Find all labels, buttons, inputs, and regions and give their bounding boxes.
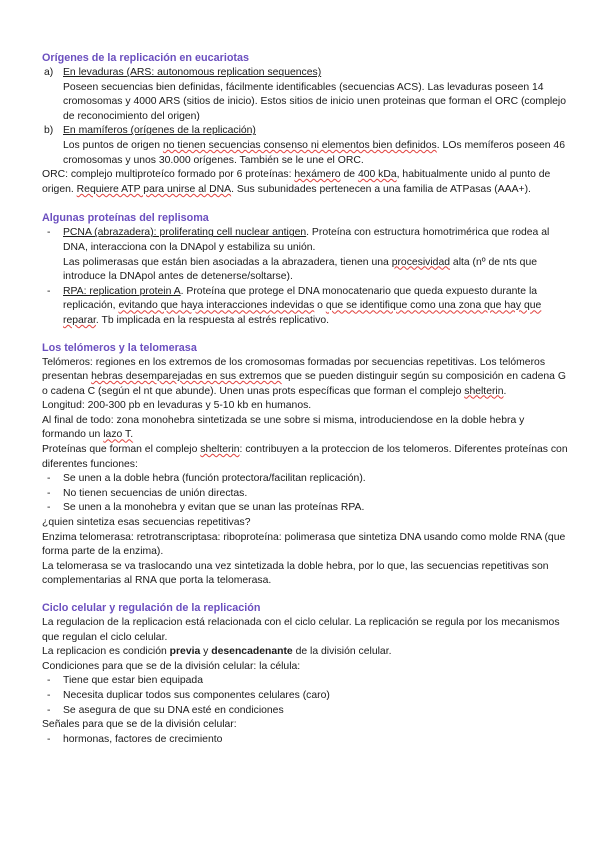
highlight-text: no tienen secuencias consenso ni elementos bien definidos: [162, 139, 437, 151]
text-run: . Tb implicada en la respuesta al estrés replicativo.: [95, 314, 330, 326]
text-run: Los puntos de origen: [63, 139, 163, 151]
section-telomeros: [42, 341, 570, 590]
paragraph: [42, 356, 570, 400]
paragraph: Condiciones para que se de la división celular: la célula:: [42, 660, 301, 672]
item-heading: RPA: replication protein A: [63, 285, 181, 297]
text-run: . Sus subunidades pertenecen a una familia de ATPasas (AAA+).: [231, 183, 531, 195]
item-body: Poseen secuencias bien definidas, fácilmente identificables (secuencias ACS). Las levaduras poseen 14 cromosomas y 4000 ARS (sitios de inicio). Estos sitios de inicio unen proteinas que forman el ORC (complejo de reconocimiento del origen): [63, 81, 567, 122]
text-run: y: [200, 646, 212, 658]
list-item: - Se asegura de que su DNA esté en condiciones: [42, 704, 570, 719]
list-marker: b): [44, 125, 54, 137]
section-title: Ciclo celular y regulación de la replicación: [42, 602, 261, 614]
list-item-pcna: [42, 226, 570, 284]
highlight-text: que se identifique como una zona que hay que reparar: [63, 300, 542, 326]
text-run: . Proteína con estructura homotrimérica que rodea al DNA, interacciona con la DNApol y estabiliza su unión.: [63, 227, 550, 253]
list-item: - Tiene que estar bien equipada: [42, 674, 570, 689]
highlight-text: hexámero: [294, 169, 341, 181]
text-run: , habitualmente unido al punto de origen.: [42, 169, 551, 195]
text-run: Al final de todo: zona monohebra sintetizada se une sobre si misma, introduciendose en la doble hebra y formando un: [42, 414, 525, 441]
list-item: - hormonas, factores de crecimiento: [42, 733, 570, 748]
orc-paragraph: [42, 168, 570, 197]
text-run: de: [340, 169, 358, 181]
list-item: - Se unen a la doble hebra (función protectora/facilitan replicación).: [42, 472, 570, 487]
list-item: - No tienen secuencias de unión directas.: [42, 487, 570, 502]
text-run: Proteínas que forman el complejo: [42, 444, 201, 456]
text-run: Las polimerasas que están bien asociadas a la abrazadera, tienen una: [63, 256, 392, 268]
text-run: Telómeros: regiones en los extremos de los cromosomas formadas por secuencias repetitivas. Los telómeros presentan: [42, 356, 546, 383]
text-run: o: [314, 300, 326, 312]
list-marker: a): [44, 67, 54, 78]
bold-text: desencadenante: [211, 646, 293, 658]
highlight-text: shelterin: [200, 444, 240, 456]
text-run: . Proteína que protege el DNA monocatenario que queda expuesto durante la replicación,: [63, 285, 538, 312]
highlight-text: procesividad: [391, 256, 451, 268]
highlight-text: evitando que haya interacciones indevidas: [118, 300, 315, 312]
section-title: Los telómeros y la telomerasa: [42, 341, 197, 354]
paragraph: Enzima telomerasa: retrotranscriptasa: riboproteína: polimerasa que sintetiza DNA usando como molde RNA (que forma parte de la enzima).: [42, 531, 566, 558]
text-run: de la división celular.: [292, 646, 392, 658]
paragraph: Señales para que se de la división celular:: [42, 719, 237, 731]
highlight-text: shelterin: [464, 385, 504, 397]
list-item-a: [42, 66, 570, 124]
list-item: - Se unen a la monohebra y evitan que se unan las proteínas RPA.: [42, 501, 570, 516]
highlight-text: hebras desemparejadas en sus extremos: [91, 371, 282, 383]
item-heading: PCNA (abrazadera): proliferating cell nuclear antigen: [63, 227, 307, 239]
highlight-text: Requiere ATP para unirse al DNA: [76, 183, 232, 195]
paragraph: ¿quien sintetiza esas secuencias repetitivas?: [42, 517, 251, 529]
item-body: [63, 139, 570, 168]
text-run: ORC: complejo multiproteíco formado por 6 proteínas:: [42, 169, 295, 181]
section-origenes: [42, 51, 570, 197]
text-run: que se pueden distinguir según su composición en cadena G o cadena C (según el nt que abunde). Unen unas prots específicas que forman el complejo: [42, 371, 566, 397]
list-item-rpa: [42, 285, 570, 329]
section-replisoma: [42, 211, 570, 328]
paragraph: [42, 414, 570, 443]
bold-text: previa: [169, 646, 201, 658]
list-item-b: [42, 124, 570, 168]
text-run: : contribuyen a la proteccion de los telomeros. Diferentes proteínas con diferentes funciones:: [42, 444, 568, 470]
paragraph: [42, 443, 570, 472]
text-run: La replicacion es condición: [42, 646, 170, 658]
section-title: Algunas proteínas del replisoma: [42, 212, 209, 225]
paragraph: La regulacion de la replicacion está relacionada con el ciclo celular. La replicación se regula por los mecanismos que regulan el ciclo celular.: [42, 617, 560, 643]
text-run: alta (nº de nts que introduce la DNApol antes de detenerse/soltarse).: [63, 256, 538, 283]
paragraph: La telomerasa se va traslocando una vez sintetizada la doble hebra, por lo que, las secuencias repetitivas son complementarias al RNA que porta la telomerasa.: [42, 560, 549, 587]
highlight-text: 400 kDa: [357, 169, 397, 181]
section-ciclo: [42, 601, 570, 747]
item-heading: En levaduras (ARS: autonomous replication sequences): [63, 67, 322, 78]
text-run: .: [503, 385, 507, 397]
section-title: Orígenes de la replicación en eucariotas: [42, 52, 250, 64]
highlight-text: lazo T.: [103, 429, 134, 441]
list-item: - Necesita duplicar todos sus componentes celulares (caro): [42, 689, 570, 704]
item-heading: En mamíferos (orígenes de la replicación): [63, 125, 256, 137]
paragraph: Longitud: 200-300 pb en levaduras y 5-10 kb en humanos.: [42, 400, 312, 412]
paragraph: [42, 645, 570, 660]
text-run: . LOs memíferos poseen 46 cromosomas y unos 30.000 orígenes. También se le une el ORC.: [63, 139, 565, 166]
